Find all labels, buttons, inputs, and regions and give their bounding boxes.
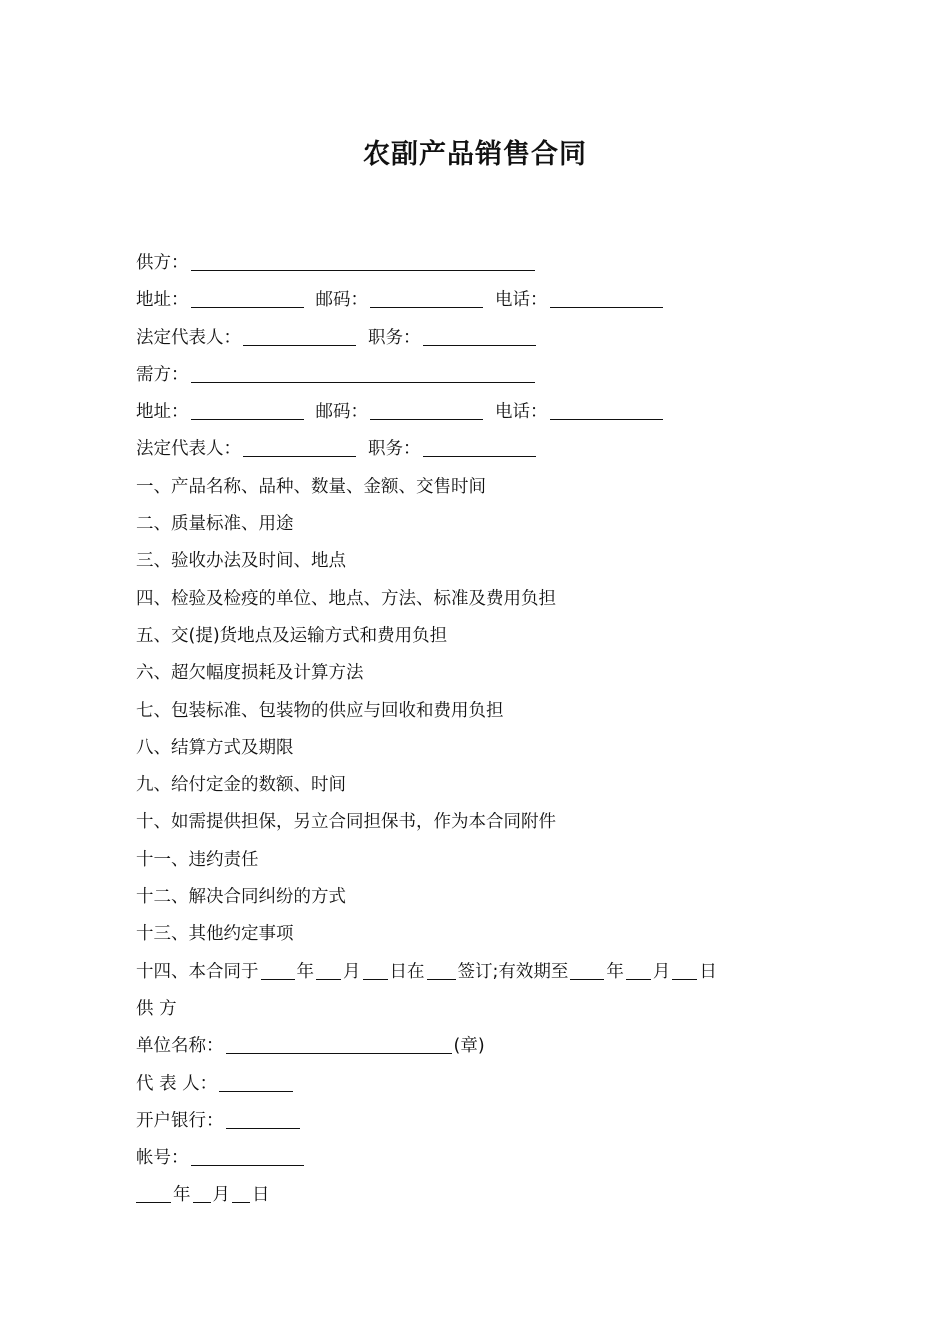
clause-item: 十一、违约责任 (136, 849, 259, 870)
date-month-blank (193, 1180, 211, 1203)
supplier-legal-rep-label: 法定代表人： (136, 327, 241, 348)
buyer-label: 需方： (136, 364, 189, 385)
clause-14-month2: 月 (652, 961, 671, 982)
clause-item: 九、给付定金的数额、时间 (136, 775, 346, 796)
clause-14-day-at: 日在 (389, 961, 425, 982)
buyer-legal-rep-label: 法定代表人： (136, 439, 241, 460)
buyer-rep-line (136, 431, 836, 468)
clause-item: 三、验收办法及时间、地点 (136, 551, 346, 572)
sign-year-blank (261, 957, 295, 980)
buyer-position-blank (423, 434, 536, 457)
expiry-month-blank (626, 957, 651, 980)
clause-item: 五、交(提)货地点及运输方式和费用负担 (136, 625, 448, 646)
clause-item: 四、检验及检疫的单位、地点、方法、标准及费用负担 (136, 588, 556, 609)
signature-date-line (136, 1177, 836, 1214)
date-day-blank (232, 1180, 250, 1203)
supplier-phone-label: 电话： (495, 290, 548, 311)
buyer-address-blank (191, 397, 304, 420)
expiry-day-blank (672, 957, 697, 980)
buyer-phone-blank (550, 397, 663, 420)
contract-body (136, 245, 836, 1215)
buyer-phone-label: 电话： (495, 402, 548, 423)
clause-14-signed: 签订;有效期至 (457, 961, 569, 982)
clause-14-prefix: 十四、本合同于 (136, 961, 259, 982)
supplier-phone-blank (550, 285, 663, 308)
date-month: 月 (212, 1185, 230, 1206)
bank-line (136, 1103, 836, 1140)
date-year-blank (136, 1180, 171, 1203)
bank-label: 开户银行： (136, 1110, 224, 1131)
clause-14-day2: 日 (699, 961, 717, 982)
clause-item: 二、质量标准、用途 (136, 514, 294, 535)
representative-line (136, 1066, 836, 1103)
supplier-blank (191, 248, 535, 271)
clause-14-year2: 年 (606, 961, 624, 982)
buyer-postcode-blank (370, 397, 483, 420)
date-day: 日 (252, 1185, 270, 1206)
supplier-postcode-label: 邮码： (315, 290, 368, 311)
buyer-address-label: 地址： (136, 402, 189, 423)
buyer-legal-rep-blank (243, 434, 356, 457)
account-line (136, 1140, 836, 1177)
buyer-contact-line (136, 394, 836, 431)
clause-item: 一、产品名称、品种、数量、金额、交售时间 (136, 476, 486, 497)
supplier-label: 供方： (136, 253, 189, 273)
clause-item: 六、超欠幅度损耗及计算方法 (136, 663, 364, 684)
clause-item: 十、如需提供担保，另立合同担保书，作为本合同附件 (136, 812, 556, 833)
clause-item: 十三、其他约定事项 (136, 924, 294, 945)
bank-blank (226, 1106, 300, 1129)
buyer-position-label: 职务： (368, 439, 421, 460)
clause-item: 十二、解决合同纠纷的方式 (136, 887, 346, 908)
supplier-contact-line (136, 282, 836, 319)
clause-14-year: 年 (296, 961, 314, 982)
sign-day-blank (363, 957, 388, 980)
supplier-address-blank (191, 285, 304, 308)
representative-blank (219, 1069, 293, 1092)
date-year: 年 (173, 1185, 191, 1206)
document-title: 农副产品销售合同 (363, 139, 587, 170)
supplier-address-label: 地址： (136, 290, 189, 311)
representative-label: 代 表 人： (136, 1073, 218, 1094)
clause-14-month: 月 (343, 961, 361, 982)
account-blank (191, 1143, 304, 1166)
supplier-position-blank (423, 323, 536, 346)
supplier-rep-line (136, 320, 836, 357)
account-label: 帐号： (136, 1148, 189, 1169)
unit-name-blank (226, 1031, 452, 1054)
expiry-year-blank (570, 957, 604, 980)
signature-party: 供 方 (136, 998, 177, 1019)
buyer-line (136, 357, 836, 394)
clause-item: 八、结算方式及期限 (136, 737, 294, 758)
unit-name-line (136, 1028, 836, 1065)
buyer-postcode-label: 邮码： (315, 402, 368, 423)
supplier-line (136, 245, 836, 282)
supplier-position-label: 职务： (368, 327, 421, 348)
clause-item: 七、包装标准、包装物的供应与回收和费用负担 (136, 700, 504, 721)
seal-label: (章) (453, 1036, 485, 1057)
supplier-postcode-blank (370, 285, 483, 308)
supplier-legal-rep-blank (243, 323, 356, 346)
unit-name-label: 单位名称： (136, 1036, 224, 1057)
clause-14-line (136, 954, 836, 991)
sign-place-blank (427, 957, 456, 980)
buyer-blank (191, 360, 535, 383)
sign-month-blank (316, 957, 341, 980)
